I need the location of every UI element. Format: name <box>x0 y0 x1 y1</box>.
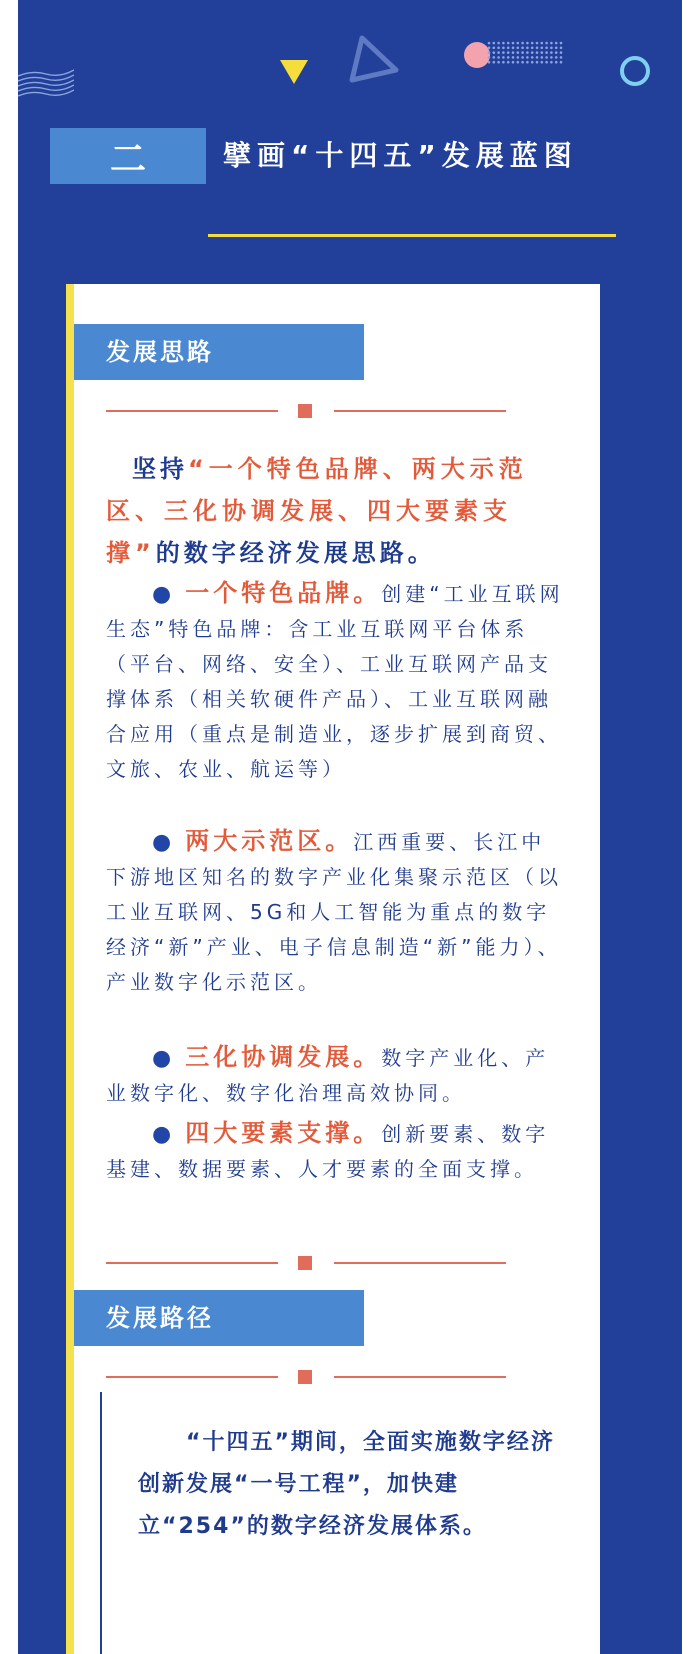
divider <box>106 1256 506 1270</box>
bullet-icon: ● <box>152 830 176 855</box>
list-item <box>106 824 566 1000</box>
bullet-icon: ● <box>152 1046 176 1071</box>
section-title: 擘画“十四五”发展蓝图 <box>223 139 578 172</box>
bullet-icon: ● <box>152 582 176 607</box>
path-left-rule <box>100 1392 102 1654</box>
wave-lines-icon <box>18 62 74 102</box>
title-underline <box>208 234 616 237</box>
page-background <box>18 0 682 1654</box>
divider <box>106 404 506 418</box>
square-icon <box>298 1370 312 1384</box>
item-text: 江西重要、长江中下游地区知名的数字产业化集聚示范区（以工业互联网、5G和人工智能为重点的数字经济“新”产业、电子信息制造“新”能力）、产业数字化示范区。 <box>106 830 562 994</box>
dot-grid-icon <box>486 40 566 66</box>
square-icon <box>298 1256 312 1270</box>
heading-thinking: 发展思路 <box>74 324 364 380</box>
divider <box>106 1370 506 1384</box>
item-text: 创新要素、数字基建、数据要素、人才要素的全面支撑。 <box>106 1122 550 1181</box>
card-accent-bar <box>66 284 74 1654</box>
square-icon <box>298 404 312 418</box>
item-keyword: 三化协调发展。 <box>185 1043 382 1071</box>
heading-path: 发展路径 <box>74 1290 364 1346</box>
path-text <box>138 1422 578 1548</box>
item-keyword: 一个特色品牌。 <box>185 579 382 607</box>
item-keyword: 四大要素支撑。 <box>185 1119 382 1147</box>
ring-icon <box>620 56 650 86</box>
list-item <box>106 1116 566 1187</box>
list-item <box>106 576 566 787</box>
lead-suffix: 的数字经济发展思路。 <box>155 539 436 567</box>
triangle-icon <box>280 60 308 84</box>
lead-highlight: “一个特色品牌、两大示范区、三化协调发展、四大要素支撑” <box>106 455 528 567</box>
bullet-icon: ● <box>152 1122 176 1147</box>
path-text-body: “十四五”期间，全面实施数字经济创新发展“一号工程”，加快建立“254”的数字经济发展体系。 <box>138 1430 555 1539</box>
item-text: 数字产业化、产业数字化、数字化治理高效协同。 <box>106 1046 550 1105</box>
triangle-outline-icon <box>348 34 400 84</box>
thinking-lead <box>106 448 566 574</box>
lead-prefix: 坚持 <box>132 455 188 483</box>
list-item <box>106 1040 566 1111</box>
section-number: 二 <box>50 128 206 184</box>
item-keyword: 两大示范区。 <box>185 827 354 855</box>
item-text: 创建“工业互联网生态”特色品牌：含工业互联网平台体系（平台、网络、安全）、工业互联网产品支撑体系（相关软硬件产品）、工业互联网融合应用（重点是制造业，逐步扩展到商贸、文旅、农业、航运等） <box>106 582 564 781</box>
